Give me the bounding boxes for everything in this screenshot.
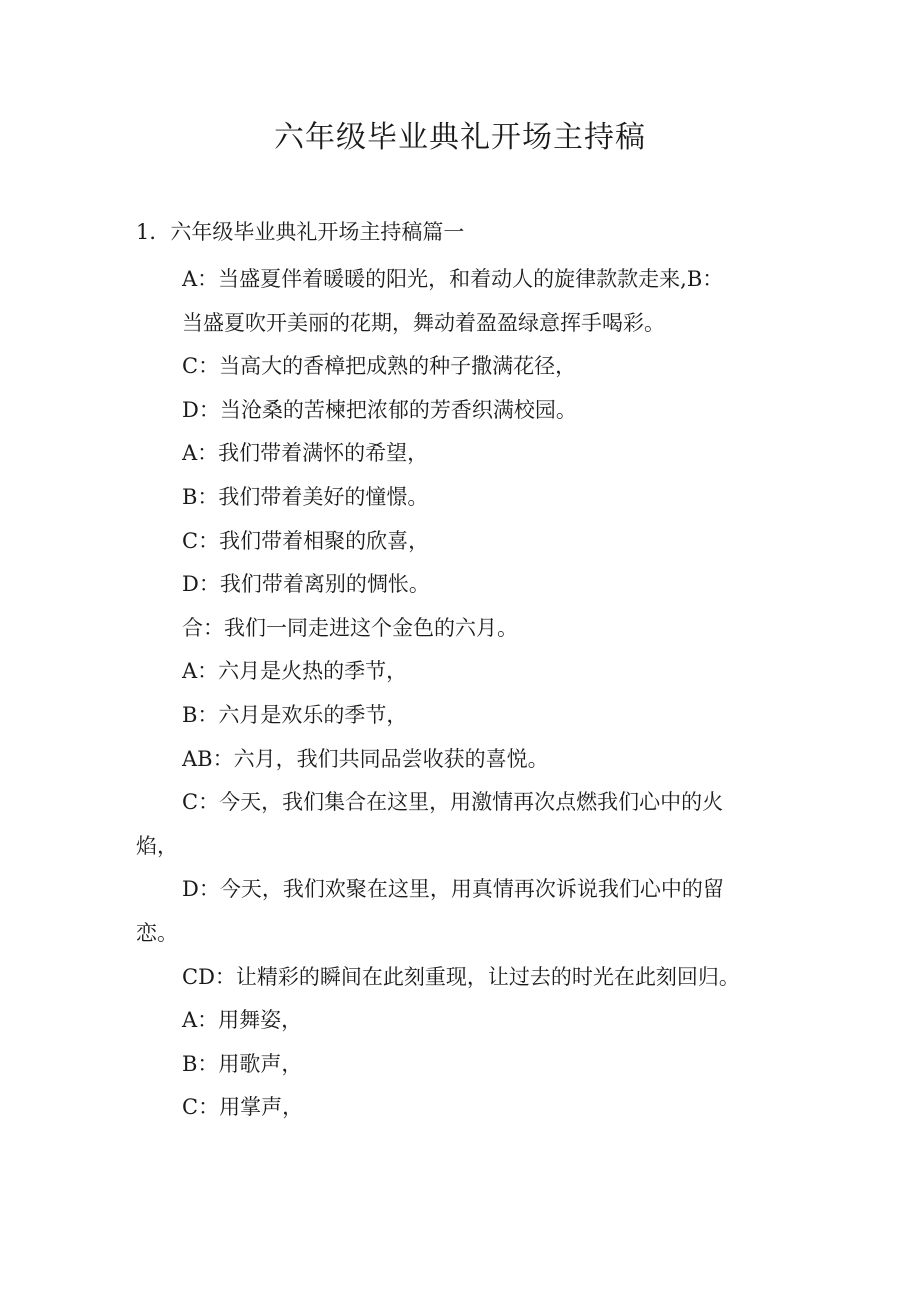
paragraph-line: A：当盛夏伴着暖暖的阳光，和着动人的旋律款款走来,B： [182,267,724,291]
paragraph-line: 合：我们一同走进这个金色的六月。 [182,615,518,640]
paragraph-line: C：当高大的香樟把成熟的种子撒满花径， [182,354,577,379]
section-heading: 1．六年级毕业典礼开场主持稿篇一 [136,220,465,244]
paragraph-line: C：今天，我们集合在这里，用激情再次点燃我们心中的火 [182,790,724,815]
paragraph-line: D：我们带着离别的惆怅。 [182,572,430,597]
paragraph-line: B：我们带着美好的憧憬。 [182,484,429,509]
paragraph-line: CD：让精彩的瞬间在此刻重现，让过去的时光在此刻回归。 [182,964,740,989]
paragraph-line: D：今天，我们欢聚在这里，用真情再次诉说我们心中的留 [182,877,724,902]
paragraph-line: 当盛夏吹开美丽的花期，舞动着盈盈绿意挥手喝彩。 [182,310,665,335]
paragraph-line: AB：六月，我们共同品尝收获的喜悦。 [182,746,549,771]
paragraph-line-continued: 恋。 [136,920,178,945]
paragraph-line: C：用掌声， [182,1095,304,1120]
paragraph-line: B：用歌声， [182,1051,303,1076]
paragraph-line: A：我们带着满怀的希望， [182,441,429,466]
body-text [136,258,786,1130]
paragraph-line-continued: 焰， [136,833,178,858]
paragraph-line: C：我们带着相聚的欣喜， [182,528,430,553]
paragraph-line: A：六月是火热的季节， [182,659,408,684]
paragraph-line: A：用舞姿， [182,1008,303,1033]
paragraph-line: D：当沧桑的苦楝把浓郁的芳香织满校园。 [182,397,577,422]
paragraph-line: B：六月是欢乐的季节， [182,702,408,727]
document-title: 六年级毕业典礼开场主持稿 [274,120,646,155]
